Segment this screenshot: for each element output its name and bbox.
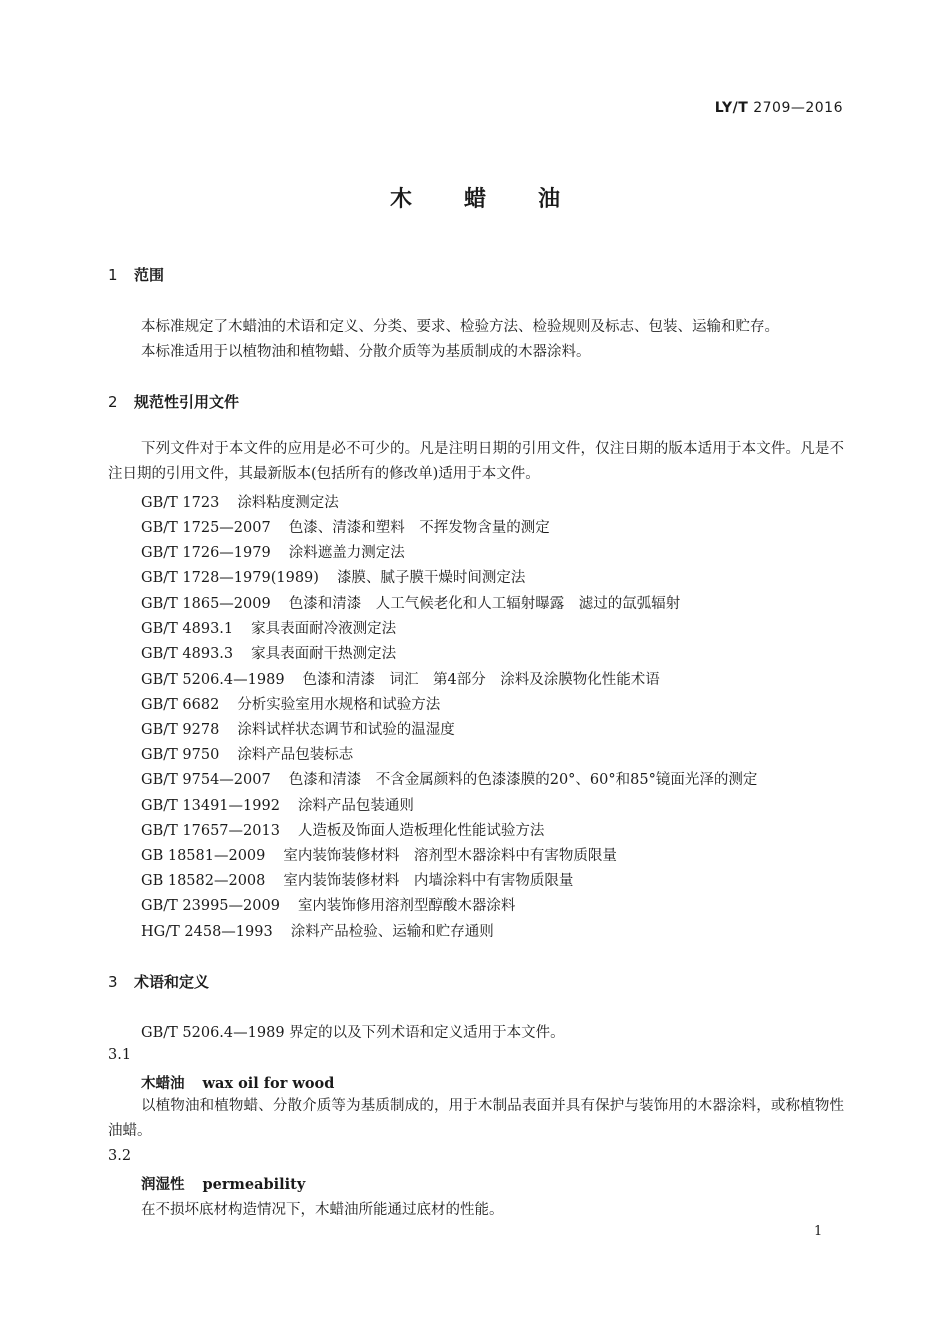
document-title: 木蜡油	[389, 187, 612, 212]
reference-item	[141, 794, 414, 815]
reference-item	[141, 743, 353, 764]
reference-title: 室内装饰修用溶剂型醇酸木器涂料	[297, 898, 516, 914]
reference-title: 漆膜、腻子膜干燥时间测定法	[336, 570, 526, 586]
reference-code: GB/T 17657—2013	[141, 823, 280, 839]
standard-code	[715, 100, 843, 116]
reference-code: GB/T 6682	[141, 697, 220, 713]
reference-code: GB/T 4893.3	[141, 646, 234, 662]
reference-item	[141, 819, 544, 840]
section-2-heading	[108, 391, 239, 412]
scope-paragraph-2: 本标准适用于以植物油和植物蜡、分散介质等为基质制成的木器涂料。	[141, 344, 591, 360]
reference-item	[141, 844, 617, 865]
reference-code: GB/T 1726—1979	[141, 545, 271, 561]
reference-title: 涂料产品包装标志	[237, 747, 354, 763]
reference-title: 色漆和清漆 词汇 第4部分 涂料及涂膜物化性能术语	[302, 672, 660, 688]
reference-item	[141, 869, 573, 890]
reference-item	[141, 592, 680, 613]
term-number: 3.1	[108, 1047, 132, 1063]
reference-code: GB/T 23995—2009	[141, 898, 280, 914]
reference-code: GB/T 9278	[141, 722, 220, 738]
section-number: 1	[108, 266, 118, 284]
section-title: 范围	[134, 266, 165, 284]
reference-code: GB/T 1728—1979(1989)	[141, 570, 319, 586]
reference-code: GB/T 1865—2009	[141, 596, 271, 612]
term-definition: 在不损坏底材构造情况下，木蜡油所能通过底材的性能。	[141, 1202, 504, 1218]
reference-code: GB/T 5206.4—1989	[141, 672, 285, 688]
reference-item	[141, 693, 440, 714]
scope-paragraph-1: 本标准规定了木蜡油的术语和定义、分类、要求、检验方法、检验规则及标志、包装、运输和贮存。	[141, 319, 779, 335]
term-heading	[141, 1173, 305, 1194]
reference-title: 人造板及饰面人造板理化性能试验方法	[297, 823, 545, 839]
reference-code: GB/T 4893.1	[141, 621, 234, 637]
reference-item	[141, 491, 339, 512]
standard-number: 2709—2016	[753, 100, 843, 116]
reference-item	[141, 617, 396, 638]
reference-title: 室内装饰装修材料 溶剂型木器涂料中有害物质限量	[283, 848, 617, 864]
reference-title: 涂料粘度测定法	[237, 495, 339, 511]
reference-item	[141, 718, 455, 739]
section-1-heading	[108, 264, 164, 285]
reference-title: 涂料产品检验、运输和贮存通则	[290, 924, 494, 940]
reference-item	[141, 642, 396, 663]
reference-title: 涂料遮盖力测定法	[288, 545, 405, 561]
reference-title: 色漆、清漆和塑料 不挥发物含量的测定	[288, 520, 550, 536]
term-chinese: 木蜡油	[141, 1076, 185, 1092]
reference-item	[141, 541, 405, 562]
reference-title: 家具表面耐冷液测定法	[251, 621, 397, 637]
term-english: wax oil for wood	[202, 1075, 335, 1092]
page-number: 1	[814, 1224, 823, 1239]
reference-item	[141, 894, 515, 915]
reference-title: 家具表面耐干热测定法	[251, 646, 397, 662]
reference-code: GB 18582—2008	[141, 873, 266, 889]
references-intro: 下列文件对于本文件的应用是必不可少的。凡是注明日期的引用文件，仅注日期的版本适用于本文件。凡是不注日期的引用文件，其最新版本(包括所有的修改单)适用于本文件。	[108, 441, 844, 482]
section-title: 规范性引用文件	[134, 393, 240, 411]
term-chinese: 润湿性	[141, 1177, 185, 1193]
reference-title: 分析实验室用水规格和试验方法	[237, 697, 441, 713]
section-title: 术语和定义	[134, 973, 210, 991]
reference-item	[141, 768, 757, 789]
reference-code: HG/T 2458—1993	[141, 924, 273, 940]
reference-code: GB/T 1725—2007	[141, 520, 271, 536]
reference-item	[141, 516, 550, 537]
standard-prefix: LY/T	[714, 100, 749, 116]
terms-intro: GB/T 5206.4—1989 界定的以及下列术语和定义适用于本文件。	[141, 1025, 565, 1041]
term-definition: 以植物油和植物蜡、分散介质等为基质制成的，用于木制品表面并具有保护与装饰用的木器涂料，或称植物性油蜡。	[108, 1098, 844, 1139]
term-english: permeability	[202, 1176, 306, 1193]
reference-title: 室内装饰装修材料 内墙涂料中有害物质限量	[283, 873, 574, 889]
reference-title: 色漆和清漆 不含金属颜料的色漆漆膜的20°、60°和85°镜面光泽的测定	[288, 772, 758, 788]
term-heading	[141, 1072, 334, 1093]
reference-code: GB/T 13491—1992	[141, 798, 280, 814]
reference-item	[141, 920, 494, 941]
term-number: 3.2	[108, 1148, 132, 1164]
reference-title: 涂料产品包装通则	[297, 798, 414, 814]
reference-item	[141, 566, 525, 587]
reference-title: 色漆和清漆 人工气候老化和人工辐射曝露 滤过的氙弧辐射	[288, 596, 681, 612]
section-number: 3	[108, 973, 118, 991]
section-3-heading	[108, 971, 209, 992]
reference-code: GB/T 1723	[141, 495, 220, 511]
reference-title: 涂料试样状态调节和试验的温湿度	[237, 722, 455, 738]
reference-item	[141, 668, 660, 689]
section-number: 2	[108, 393, 118, 411]
reference-code: GB/T 9750	[141, 747, 220, 763]
reference-code: GB/T 9754—2007	[141, 772, 271, 788]
reference-code: GB 18581—2009	[141, 848, 266, 864]
